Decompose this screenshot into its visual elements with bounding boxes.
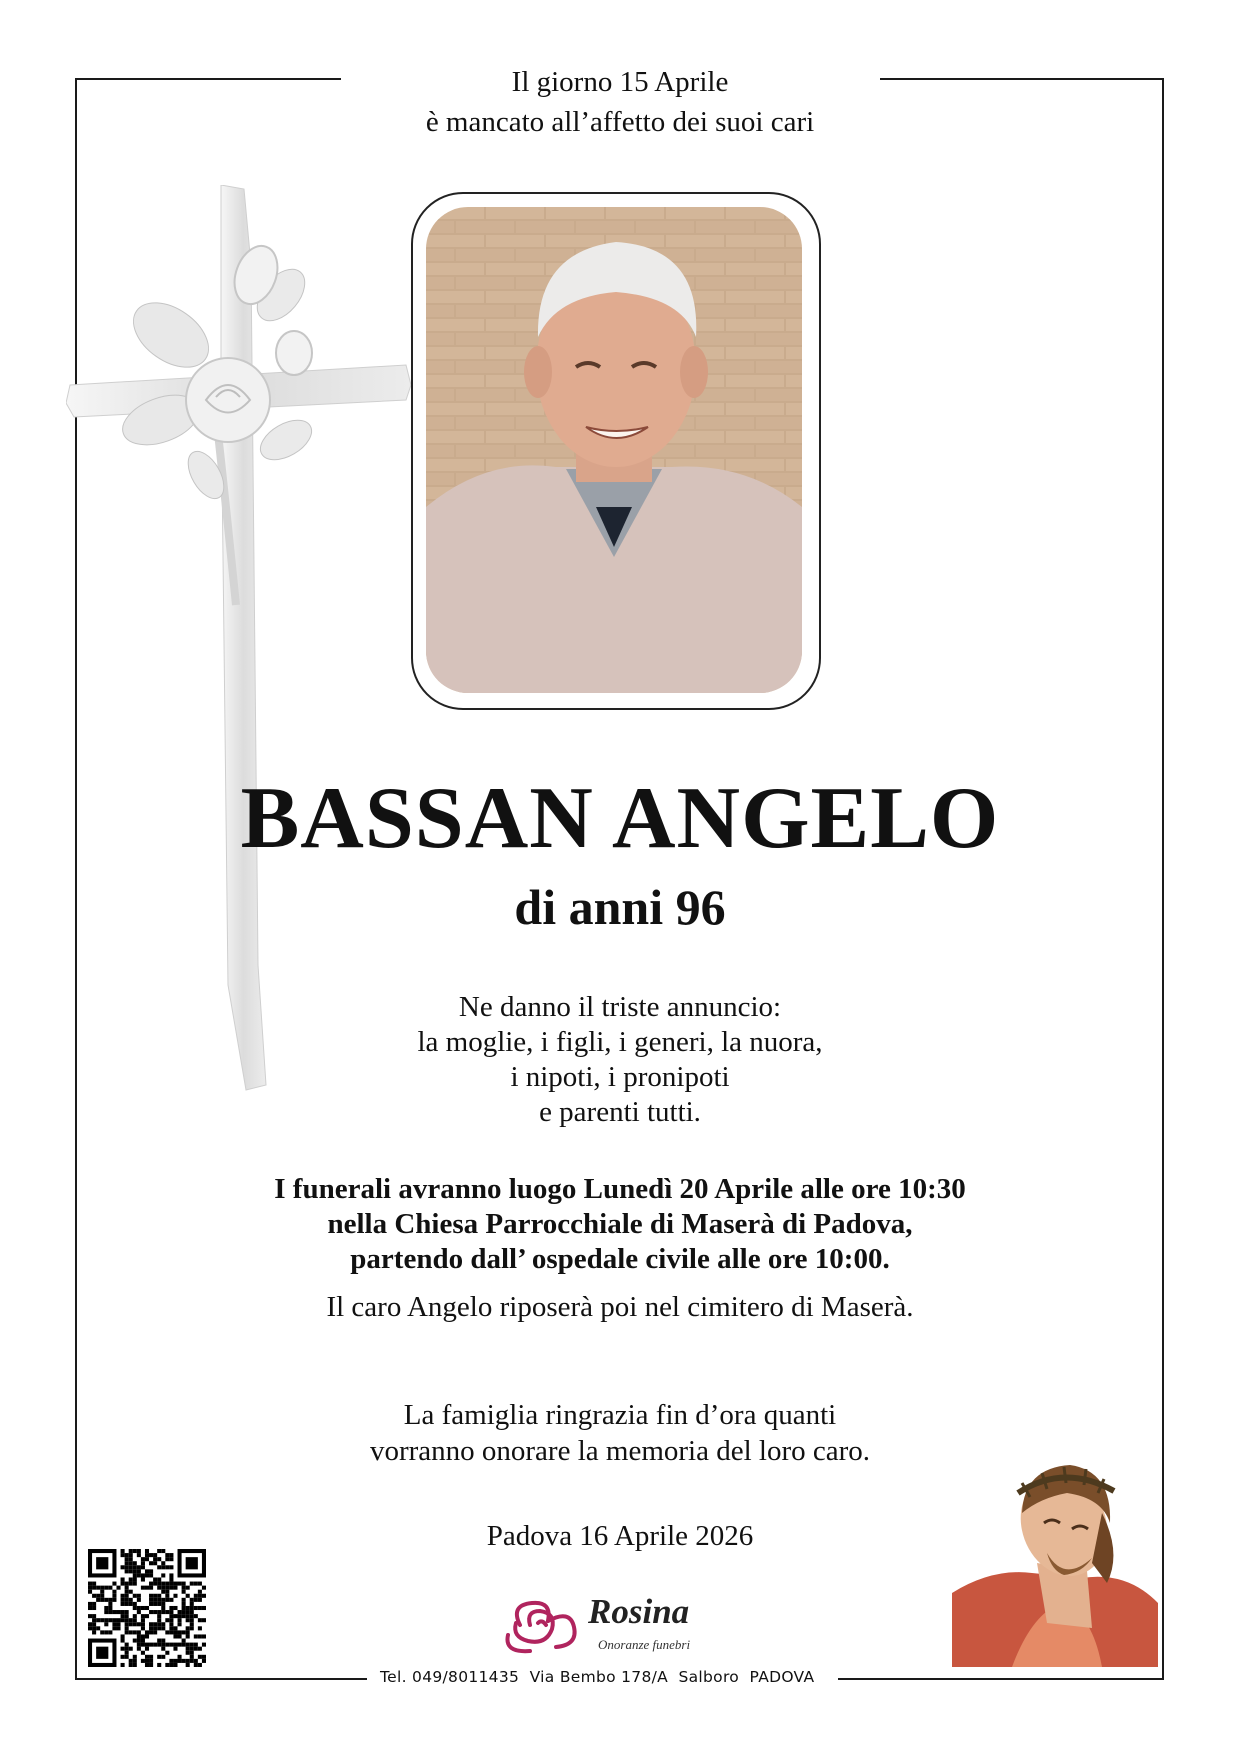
header-line-2: è mancato all’affetto dei suoi cari xyxy=(425,106,815,138)
qr-code-icon xyxy=(88,1549,206,1667)
funeral-info xyxy=(0,1172,1240,1277)
announcement-line: i nipoti, i pronipoti xyxy=(510,1061,730,1093)
frame-bottom-right xyxy=(838,1678,1164,1680)
brand-tagline: Onoranze funebri xyxy=(598,1637,691,1652)
cross-with-rose-icon xyxy=(66,185,426,1095)
announcement-line: e parenti tutti. xyxy=(539,1096,701,1128)
deceased-age: di anni 96 xyxy=(514,879,726,935)
rose-logo-icon xyxy=(500,1595,586,1657)
place-date: Padova 16 Aprile 2026 xyxy=(486,1520,754,1552)
thanks-line: vorranno onorare la memoria del loro caro. xyxy=(369,1435,871,1467)
deceased-name: BASSAN ANGELO xyxy=(240,770,1000,867)
brand-name: Rosina xyxy=(588,1592,690,1631)
footer-contact: Tel. 049/8011435 Via Bembo 178/A Salboro PADOVA xyxy=(380,1668,815,1686)
funeral-line: partendo dall’ ospedale civile alle ore 10:00. xyxy=(350,1243,890,1275)
jesus-crown-of-thorns-image xyxy=(952,1453,1158,1667)
announcement xyxy=(0,990,1240,1130)
announcement-line: Ne danno il triste annuncio: xyxy=(458,991,782,1023)
thanks-line: La famiglia ringrazia fin d’ora quanti xyxy=(403,1399,837,1431)
frame-bottom-left xyxy=(75,1678,367,1680)
header xyxy=(0,62,1240,142)
announcement-line: la moglie, i figli, i generi, la nuora, xyxy=(417,1026,823,1058)
funeral-line: nella Chiesa Parrocchiale di Maserà di Padova, xyxy=(327,1208,913,1240)
burial-info: Il caro Angelo riposerà poi nel cimitero di Maserà. xyxy=(326,1291,914,1323)
header-line-1: Il giorno 15 Aprile xyxy=(511,66,729,98)
portrait-photo xyxy=(426,207,802,693)
funeral-line: I funerali avranno luogo Lunedì 20 Aprile alle ore 10:30 xyxy=(274,1173,966,1205)
